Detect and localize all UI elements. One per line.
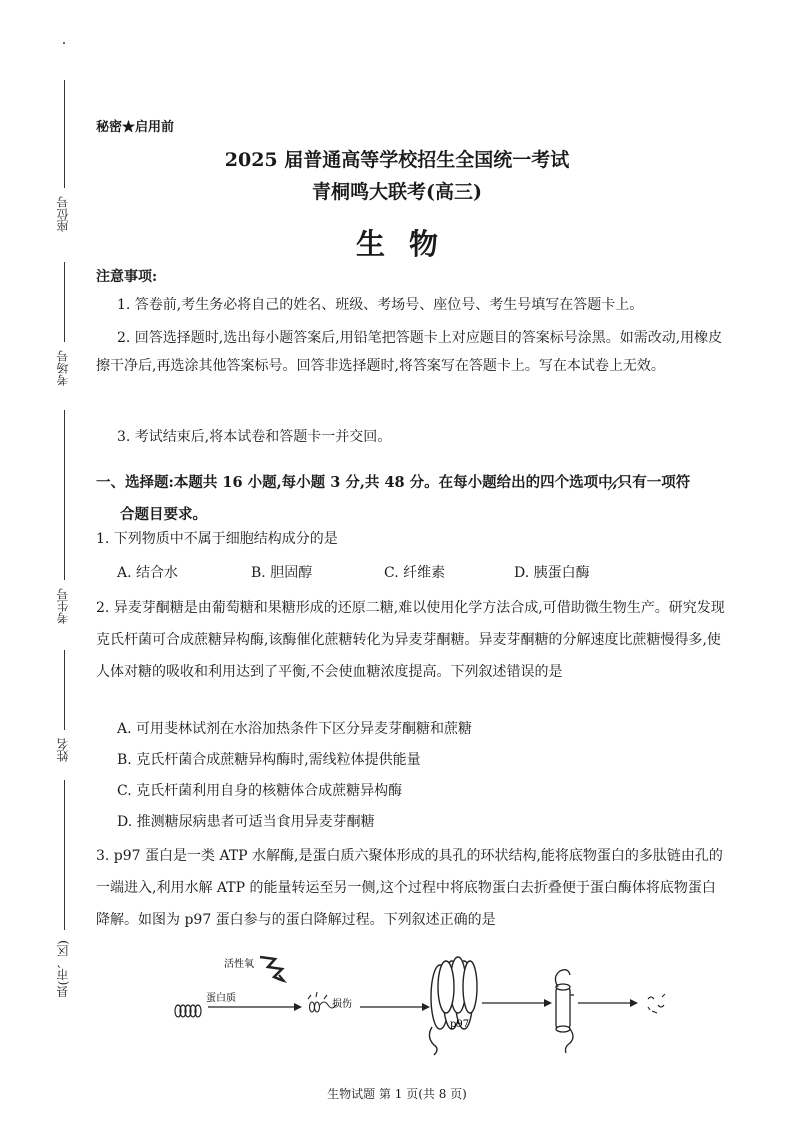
q2-option-b: B. 克氏杆菌合成蔗糖异构酶时,需线粒体提供能量 (117, 752, 421, 768)
proteasome-icon (555, 970, 574, 1053)
exam-title: 2025 届普通高等学校招生全国统一考试 (224, 149, 570, 171)
name-line (64, 780, 65, 930)
county-label: 县(市、区) (56, 940, 70, 998)
arrow-icon (360, 1003, 430, 1011)
question-1-stem: 1. 下列物质中不属于细胞结构成分的是 (96, 531, 338, 547)
arrow-icon (482, 999, 552, 1007)
seat-number-line (64, 262, 65, 342)
notice-heading: 注意事项: (96, 269, 158, 285)
label-p97: p97 (450, 1019, 470, 1030)
label-ros: 活性氧 (224, 959, 254, 970)
exam-room-line (64, 410, 65, 580)
exam-subtitle: 青桐鸣大联考(高三) (312, 181, 482, 203)
q1-option-b: B. 胆固醇 (251, 565, 313, 581)
subject-title: 生物 (355, 227, 462, 261)
q2-option-a: A. 可用斐林试剂在水浴加热条件下区分异麦芽酮糖和蔗糖 (117, 721, 473, 737)
margin-dot (63, 42, 65, 44)
lightning-icon (260, 957, 284, 981)
exam-room-label: 考场号 (56, 350, 70, 386)
question-3-stem: 3. p97 蛋白是一类 ATP 水解酶,是蛋白质六聚体形成的具孔的环状结构,能将底物蛋白的多肽链由孔的一端进入,利用水解 ATP 的能量转运至另一侧,这个过程中将底物蛋白去折叠便于蛋白酶体将底物蛋白降解。如图为 p97 蛋白参与的蛋白降解过程。下列叙述正确的是 (96, 848, 723, 928)
question-1-options (117, 562, 617, 582)
confidential-mark: 秘密★启用前 (96, 120, 175, 135)
name-label: 姓名 (56, 738, 70, 762)
arrow-icon (578, 999, 638, 1007)
label-protein: 蛋白质 (206, 993, 236, 1004)
notice-item-3: 3. 考试结束后,将本试卷和答题卡一并交回。 (117, 429, 392, 445)
section-heading-line1: 一、选择题:本题共 16 小题,每小题 3 分,共 48 分。在每小题给出的四个选项中,只有一项符 (96, 474, 691, 491)
candidate-number-label: 考生号 (56, 588, 70, 624)
folded-protein-icon (175, 1005, 201, 1017)
page-footer: 生物试题 第 1 页(共 8 页) (327, 1087, 467, 1101)
notice-item-2: 2. 回答选择题时,选出每小题答案后,用铅笔把答题卡上对应题目的答案标号涂黑。如需改动,用橡皮擦干净后,再选涂其他答案标号。回答非选择题时,将答案写在答题卡上。写在本试卷上无效。 (96, 330, 723, 374)
pen-tick-mark (606, 474, 624, 494)
q1-option-d: D. 胰蛋白酶 (514, 565, 590, 581)
q1-option-c: C. 纤维素 (384, 565, 446, 581)
notice-item-1: 1. 答卷前,考生务必将自己的姓名、班级、考场号、座位号、考生号填写在答题卡上。 (117, 297, 644, 313)
question-2-stem: 2. 异麦芽酮糖是由葡萄糖和果糖形成的还原二糖,难以使用化学方法合成,可借助微生物生产。研究发现克氏杆菌可合成蔗糖异构酶,该酶催化蔗糖转化为异麦芽酮糖。异麦芽酮糖的分解速度比蔗糖慢得多,使人体对糖的吸收和利用达到了平衡,不会使血糖浓度提高。下列叙述错误的是 (96, 600, 725, 680)
p97-degradation-diagram (160, 935, 680, 1065)
p97-hexamer-icon (429, 957, 477, 1055)
arrow-icon (208, 1003, 302, 1011)
section-heading (96, 467, 726, 531)
candidate-number-line (64, 650, 65, 730)
section-heading-line2: 合题目要求。 (120, 506, 207, 523)
peptide-fragments-icon (648, 994, 665, 1013)
q1-option-a: A. 结合水 (117, 565, 179, 581)
label-damage: 损伤 (332, 999, 352, 1010)
seat-number-label: 座位号 (56, 196, 70, 232)
q2-option-d: D. 推测糖尿病患者可适当食用异麦芽酮糖 (117, 814, 375, 830)
q2-option-c: C. 克氏杆菌利用自身的核糖体合成蔗糖异构酶 (117, 783, 403, 799)
